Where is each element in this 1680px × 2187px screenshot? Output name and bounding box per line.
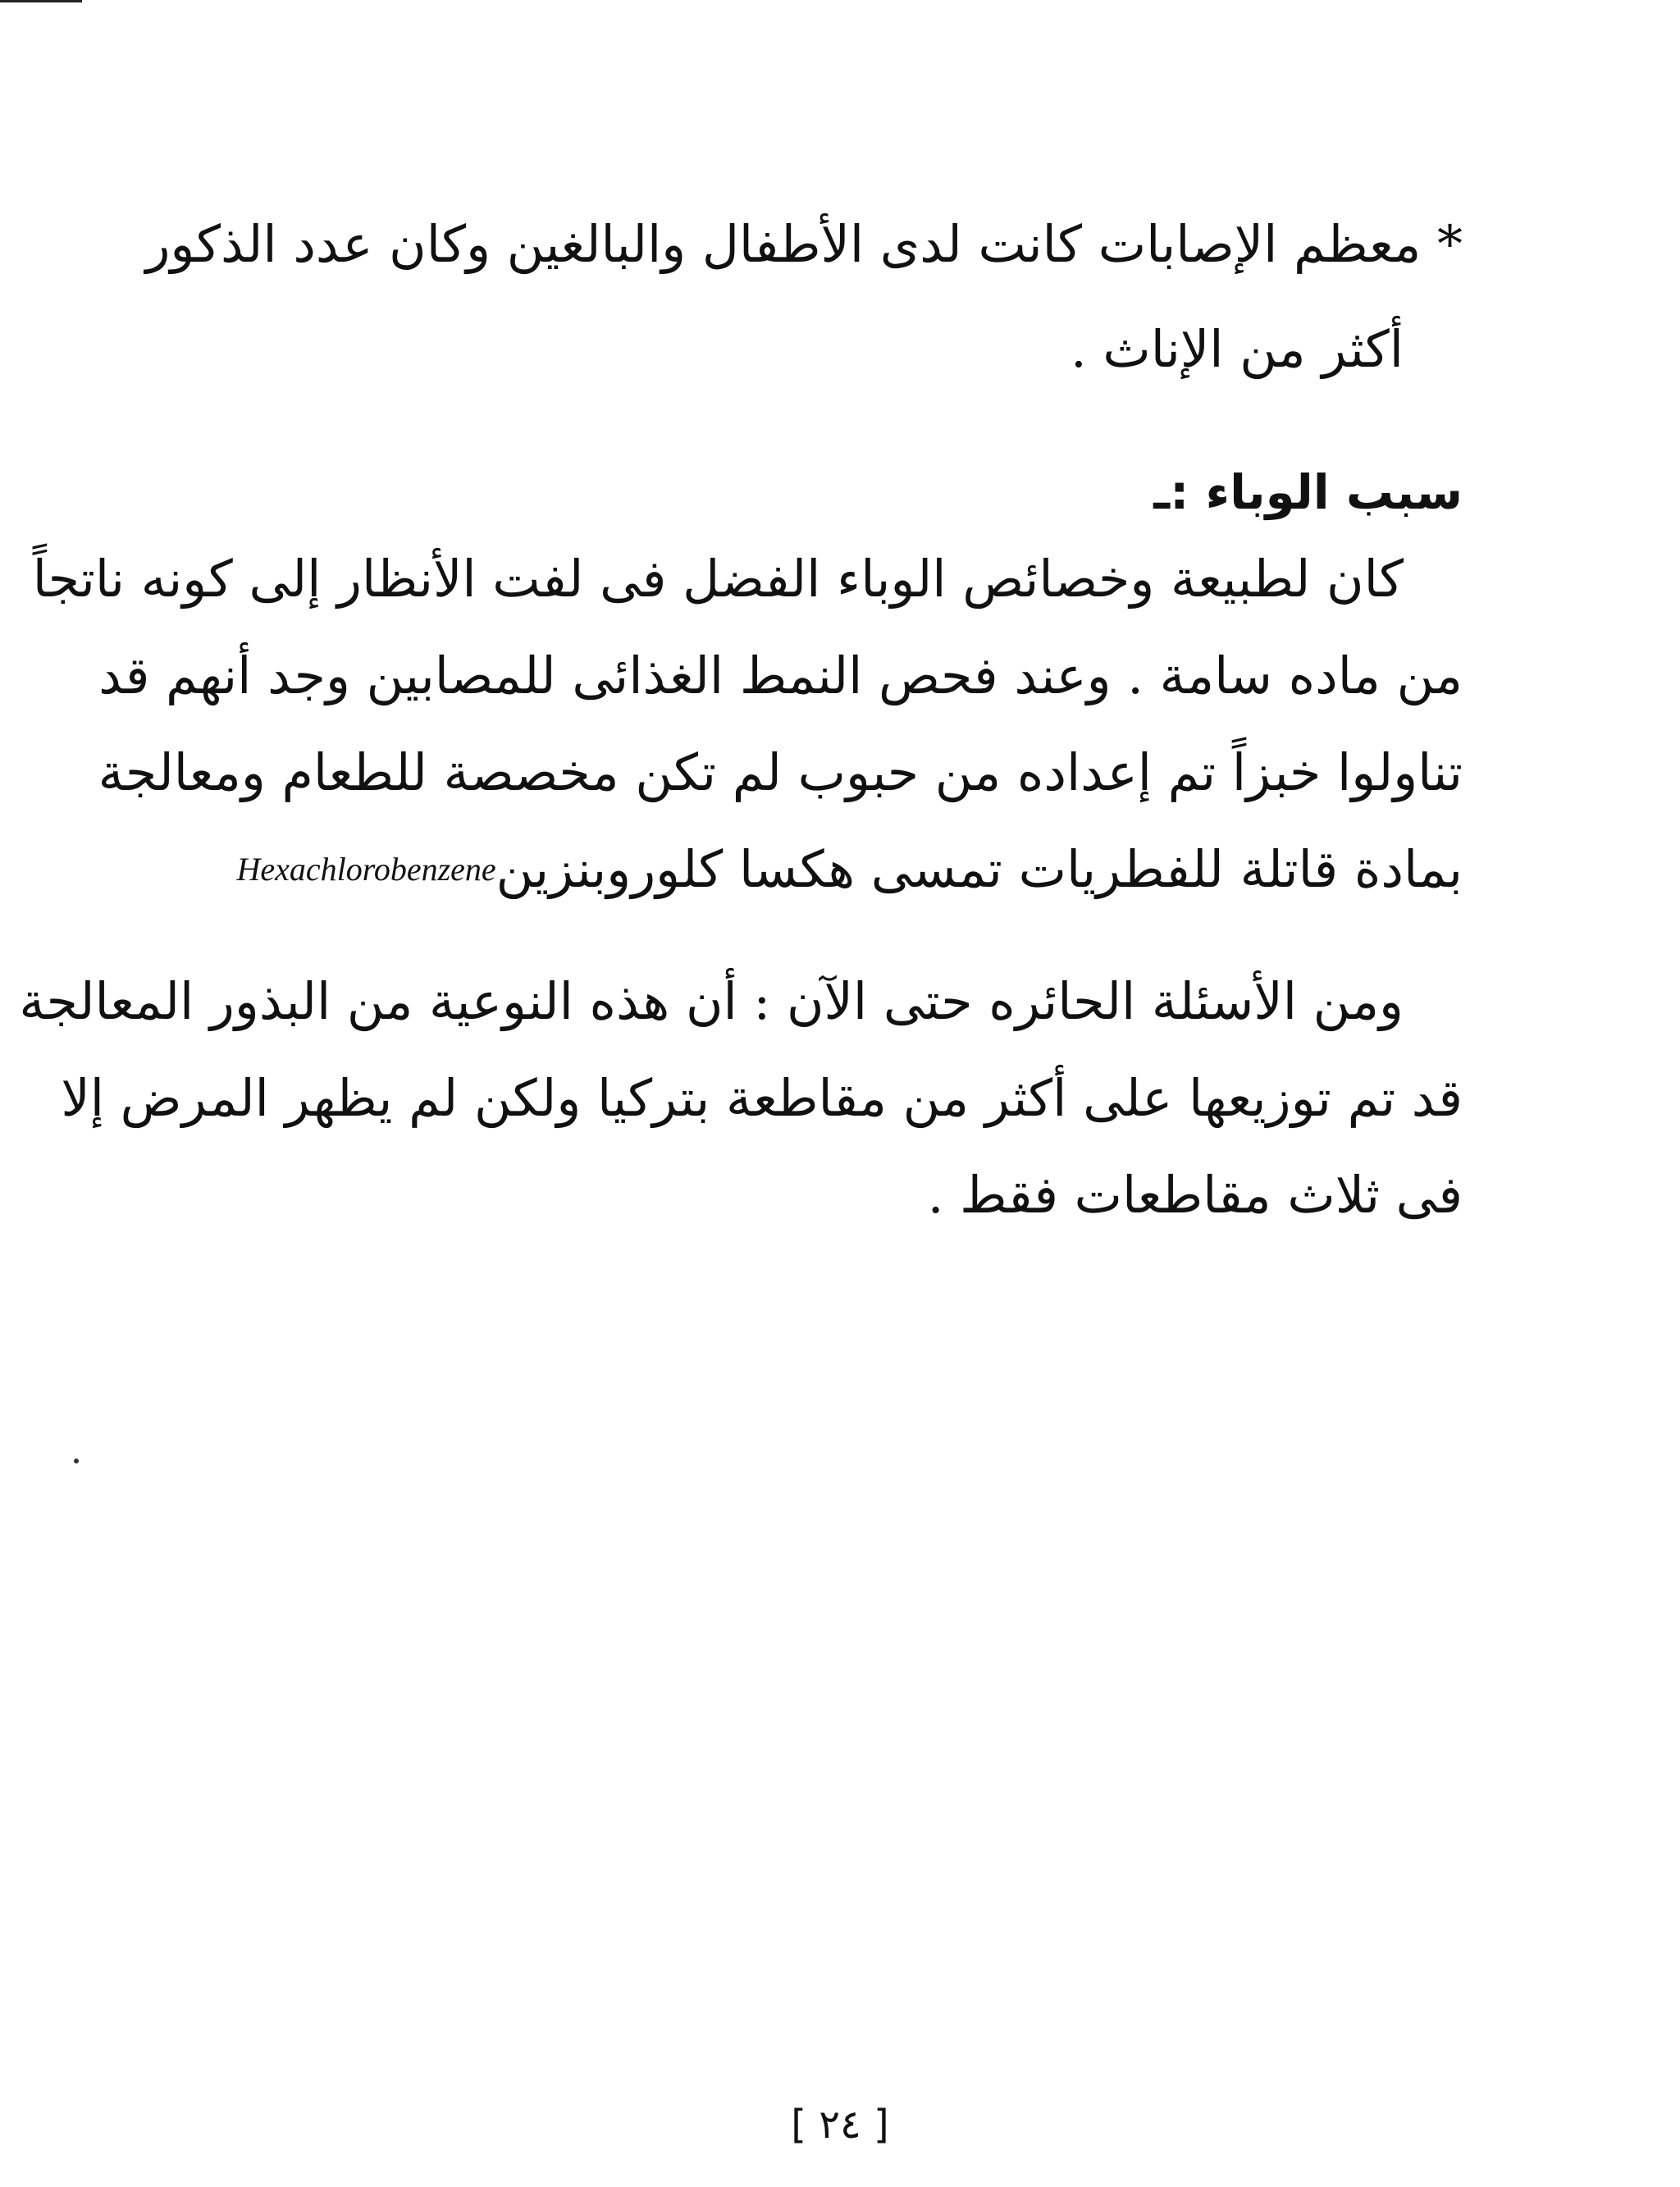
latin-term: Hexachlorobenzene	[236, 851, 496, 888]
paragraph-1-line-4	[236, 839, 1463, 899]
bullet-line-2: أكثر من الإناث .	[1071, 319, 1404, 379]
paragraph-2	[19, 971, 1463, 1262]
paragraph-1	[32, 549, 1463, 937]
paragraph-2-line-2: قد تم توزيعها على أكثر من مقاطعة بتركيا ولكن لم يظهر المرض إلا	[61, 1068, 1463, 1128]
page-number: [ ٢٤ ]	[791, 2102, 889, 2148]
bullet-line-1: * معظم الإصابات كانت لدى الأطفال والبالغين وكان عدد الذكور	[145, 214, 1463, 274]
paragraph-2-line-1: ومن الأسئلة الحائره حتى الآن : أن هذه النوعية من البذور المعالجة	[19, 971, 1404, 1031]
scan-speck	[74, 1459, 79, 1463]
paragraph-1-line-4-arabic: بمادة قاتلة للفطريات تمسى هكسا كلوروبنزين	[495, 839, 1463, 899]
paragraph-1-line-2: من ماده سامة . وعند فحص النمط الغذائى للمصابين وجد أنهم قد	[98, 646, 1463, 705]
paragraph-2-line-3: فى ثلاث مقاطعات فقط .	[927, 1165, 1463, 1225]
section-heading: سبب الوباء :ـ	[1153, 464, 1463, 520]
paragraph-1-line-3: تناولوا خبزاً تم إعداده من حبوب لم تكن مخصصة للطعام ومعالجة	[98, 742, 1463, 802]
paragraph-1-line-1: كان لطبيعة وخصائص الوباء الفضل فى لفت الأنظار إلى كونه ناتجاً	[32, 549, 1404, 609]
scan-edge-mark	[0, 0, 82, 2]
